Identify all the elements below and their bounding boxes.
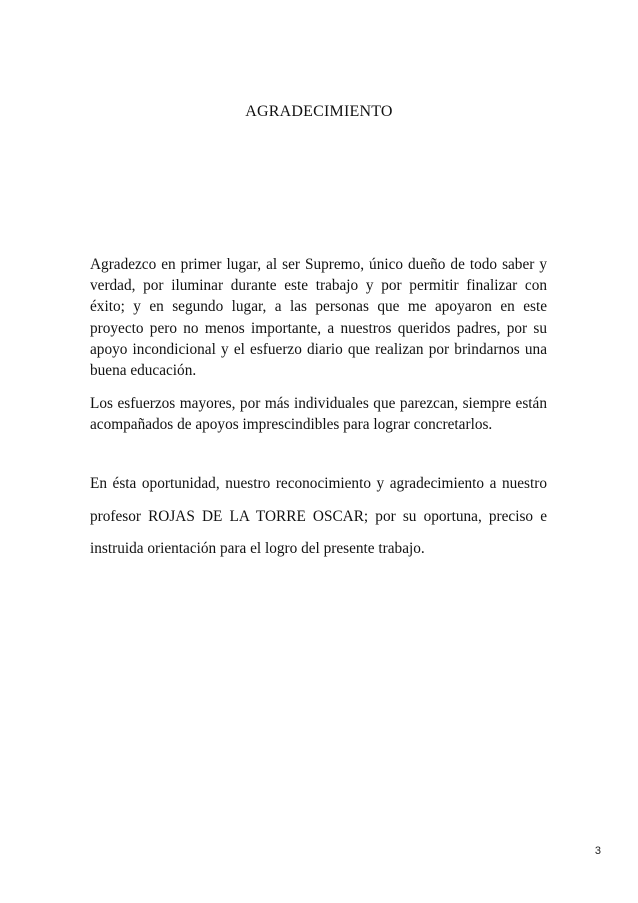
paragraph-efforts: Los esfuerzos mayores, por más individuales que parezcan, siempre están acompañados de apoyos imprescindibles para lograr concretarlos. bbox=[90, 395, 547, 434]
page-number: 3 bbox=[594, 845, 601, 857]
page-title: AGRADECIMIENTO bbox=[245, 103, 393, 120]
paragraph-gratitude-supreme-being: Agradezco en primer lugar, al ser Supremo, único dueño de todo saber y verdad, por iluminar durante este trabajo y por permitir finalizar con éxito; y en segundo lugar, a las personas que me apoyaron en este proyecto pero no menos importante, a nuestros queridos padres, por su apoyo incondicional y el esfuerzo diario que realizan por brindarnos una buena educación. bbox=[90, 256, 547, 380]
paragraph-professor: En ésta oportunidad, nuestro reconocimiento y agradecimiento a nuestro profesor ROJAS DE LA TORRE OSCAR; por su oportuna, preciso e instruida orientación para el logro del presente trabajo. bbox=[90, 475, 547, 558]
